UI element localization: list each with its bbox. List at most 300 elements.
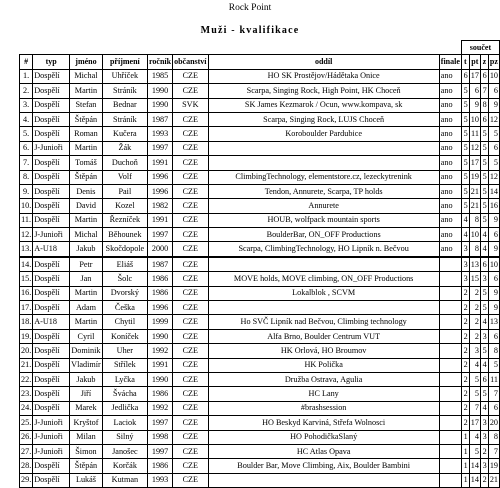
cell-first-name: Štěpán — [70, 112, 103, 126]
cell-birth-year: 1987 — [148, 112, 173, 126]
cell-category: Dospělí — [33, 199, 70, 213]
table-row — [20, 112, 500, 126]
table-row — [20, 257, 500, 272]
cell-first-name: Dominik — [70, 344, 103, 358]
cell-category: J-Junioři — [33, 430, 70, 444]
cell-top-attempts: 19 — [469, 170, 480, 184]
cell-club — [208, 156, 439, 170]
cell-category: Dospělí — [33, 156, 70, 170]
cell-citizenship: CZE — [173, 184, 208, 198]
cell-top-attempts: 17 — [469, 69, 480, 83]
cell-citizenship: SVK — [173, 98, 208, 112]
column-header-row — [20, 55, 500, 69]
cell-top-attempts: 5 — [469, 444, 480, 458]
cell-zones: 4 — [480, 315, 488, 329]
cell-rank: 9. — [20, 184, 33, 198]
table-row — [20, 372, 500, 386]
cell-club: Lokalblok , SCVM — [208, 286, 439, 300]
cell-zones: 4 — [480, 242, 488, 257]
table-row — [20, 473, 500, 487]
cell-club: Scarpa, Singing Rock, High Point, HK Choceň — [208, 84, 439, 98]
cell-last-name: Lyčka — [102, 372, 147, 386]
cell-tops: 2 — [461, 329, 469, 343]
cell-rank: 8. — [20, 170, 33, 184]
cell-zones: 5 — [480, 184, 488, 198]
cell-final — [439, 315, 461, 329]
cell-citizenship: CZE — [173, 257, 208, 272]
cell-zones: 5 — [480, 301, 488, 315]
cell-category: Dospělí — [33, 286, 70, 300]
cell-zone-attempts: 9 — [488, 301, 499, 315]
cell-last-name: Šolc — [102, 272, 147, 286]
cell-zone-attempts: 9 — [488, 98, 499, 112]
cell-category: Dospělí — [33, 358, 70, 372]
cell-citizenship: CZE — [173, 301, 208, 315]
col-header-zone-attempts: pz — [488, 55, 499, 69]
cell-citizenship: CZE — [173, 387, 208, 401]
cell-first-name: Jakub — [70, 372, 103, 386]
cell-zone-attempts: 16 — [488, 199, 499, 213]
table-row — [20, 329, 500, 343]
table-row — [20, 228, 500, 242]
table-row — [20, 141, 500, 155]
cell-zone-attempts: 6 — [488, 401, 499, 415]
cell-top-attempts: 9 — [469, 98, 480, 112]
cell-citizenship: CZE — [173, 286, 208, 300]
cell-top-attempts: 2 — [469, 315, 480, 329]
cell-final: ano — [439, 112, 461, 126]
cell-tops: 2 — [461, 401, 469, 415]
cell-tops: 3 — [461, 257, 469, 272]
cell-birth-year: 1985 — [148, 69, 173, 83]
cell-top-attempts: 10 — [469, 112, 480, 126]
cell-birth-year: 1991 — [148, 358, 173, 372]
cell-final — [439, 473, 461, 487]
cell-birth-year: 1996 — [148, 184, 173, 198]
cell-tops: 2 — [461, 301, 469, 315]
cell-citizenship: CZE — [173, 315, 208, 329]
cell-last-name: Chytil — [102, 315, 147, 329]
cell-citizenship: CZE — [173, 444, 208, 458]
cell-rank: 17. — [20, 301, 33, 315]
cell-last-name: Kučera — [102, 127, 147, 141]
cell-top-attempts: 4 — [469, 430, 480, 444]
table-row — [20, 170, 500, 184]
cell-tops: 5 — [461, 156, 469, 170]
cell-rank: 14. — [20, 257, 33, 272]
cell-rank: 23. — [20, 387, 33, 401]
cell-zones: 6 — [480, 112, 488, 126]
cell-tops: 1 — [461, 444, 469, 458]
col-header-final: finale — [439, 55, 461, 69]
cell-first-name: Martin — [70, 213, 103, 227]
cell-birth-year: 1987 — [148, 257, 173, 272]
cell-rank: 3. — [20, 98, 33, 112]
cell-category: Dospělí — [33, 98, 70, 112]
cell-zones: 5 — [480, 286, 488, 300]
cell-club: #brashsession — [208, 401, 439, 415]
cell-citizenship: CZE — [173, 213, 208, 227]
cell-rank: 18. — [20, 315, 33, 329]
cell-tops: 2 — [461, 286, 469, 300]
cell-birth-year: 1982 — [148, 199, 173, 213]
table-row — [20, 184, 500, 198]
cell-zone-attempts: 10 — [488, 69, 499, 83]
cell-rank: 20. — [20, 344, 33, 358]
cell-final: ano — [439, 69, 461, 83]
table-row — [20, 127, 500, 141]
cell-birth-year: 1997 — [148, 141, 173, 155]
cell-birth-year: 1997 — [148, 416, 173, 430]
cell-last-name: Silný — [102, 430, 147, 444]
cell-top-attempts: 3 — [469, 344, 480, 358]
results-body — [20, 69, 500, 487]
cell-final: ano — [439, 141, 461, 155]
cell-rank: 11. — [20, 213, 33, 227]
cell-zone-attempts: 9 — [488, 242, 499, 257]
table-row — [20, 344, 500, 358]
cell-tops: 5 — [461, 84, 469, 98]
cell-citizenship: CZE — [173, 228, 208, 242]
cell-final: ano — [439, 84, 461, 98]
organizer-title: Rock Point — [228, 3, 272, 13]
cell-zones: 6 — [480, 69, 488, 83]
cell-first-name: Štěpán — [70, 459, 103, 473]
cell-zone-attempts: 5 — [488, 358, 499, 372]
cell-category: J-Junioři — [33, 444, 70, 458]
cell-final — [439, 401, 461, 415]
cell-last-name: Jedlička — [102, 401, 147, 415]
table-row — [20, 315, 500, 329]
cell-citizenship: CZE — [173, 430, 208, 444]
cell-first-name: Martin — [70, 84, 103, 98]
cell-birth-year: 1992 — [148, 344, 173, 358]
cell-citizenship: CZE — [173, 344, 208, 358]
cell-first-name: Adam — [70, 301, 103, 315]
cell-last-name: Pail — [102, 184, 147, 198]
cell-rank: 1. — [20, 69, 33, 83]
cell-first-name: David — [70, 199, 103, 213]
col-header-last-name: příjmení — [102, 55, 147, 69]
cell-citizenship: CZE — [173, 156, 208, 170]
cell-category: Dospělí — [33, 387, 70, 401]
table-row — [20, 387, 500, 401]
cell-rank: 5. — [20, 127, 33, 141]
cell-top-attempts: 5 — [469, 372, 480, 386]
cell-zones: 5 — [480, 199, 488, 213]
cell-rank: 21. — [20, 358, 33, 372]
cell-last-name: Eliáš — [102, 257, 147, 272]
cell-last-name: Žák — [102, 141, 147, 155]
cell-first-name: Cyril — [70, 329, 103, 343]
cell-club: BoulderBar, ON_OFF Productions — [208, 228, 439, 242]
cell-final: ano — [439, 156, 461, 170]
cell-club: HC Lany — [208, 387, 439, 401]
cell-tops: 2 — [461, 344, 469, 358]
cell-birth-year: 1986 — [148, 286, 173, 300]
cell-category: Dospělí — [33, 213, 70, 227]
cell-citizenship: CZE — [173, 170, 208, 184]
cell-tops: 4 — [461, 228, 469, 242]
cell-club — [208, 257, 439, 272]
cell-zone-attempts: 9 — [488, 286, 499, 300]
cell-zones: 5 — [480, 170, 488, 184]
cell-birth-year: 1996 — [148, 170, 173, 184]
cell-rank: 27. — [20, 444, 33, 458]
cell-tops: 2 — [461, 315, 469, 329]
cell-top-attempts: 4 — [469, 358, 480, 372]
cell-zone-attempts: 6 — [488, 228, 499, 242]
cell-final: ano — [439, 98, 461, 112]
cell-club: Boulder Bar, Move Climbing, Aix, Boulder Bambini — [208, 459, 439, 473]
cell-zones: 5 — [480, 387, 488, 401]
cell-birth-year: 1990 — [148, 329, 173, 343]
cell-first-name: Kryštof — [70, 416, 103, 430]
results-title: Muži - kvalifikace — [200, 25, 300, 36]
cell-citizenship: CZE — [173, 242, 208, 257]
cell-category: Dospělí — [33, 84, 70, 98]
cell-category: Dospělí — [33, 112, 70, 126]
col-header-first-name: jméno — [70, 55, 103, 69]
cell-zone-attempts: 6 — [488, 141, 499, 155]
cell-citizenship: CZE — [173, 473, 208, 487]
cell-first-name: Stefan — [70, 98, 103, 112]
table-row — [20, 213, 500, 227]
cell-top-attempts: 10 — [469, 228, 480, 242]
cell-top-attempts: 13 — [469, 257, 480, 272]
cell-rank: 29. — [20, 473, 33, 487]
cell-zone-attempts: 6 — [488, 84, 499, 98]
cell-birth-year: 1997 — [148, 444, 173, 458]
col-header-category: typ — [33, 55, 70, 69]
cell-club: MOVE holds, MOVE climbing, ON_OFF Productions — [208, 272, 439, 286]
cell-zone-attempts: 10 — [488, 257, 499, 272]
cell-category: Dospělí — [33, 459, 70, 473]
cell-last-name: Běhounek — [102, 228, 147, 242]
cell-category: Dospělí — [33, 329, 70, 343]
table-row — [20, 430, 500, 444]
cell-tops: 2 — [461, 358, 469, 372]
cell-club: Koroboulder Pardubice — [208, 127, 439, 141]
cell-birth-year: 1986 — [148, 387, 173, 401]
cell-rank: 13. — [20, 242, 33, 257]
cell-first-name: Vladimír — [70, 358, 103, 372]
cell-zone-attempts: 6 — [488, 272, 499, 286]
cell-citizenship: CZE — [173, 459, 208, 473]
cell-zones: 6 — [480, 372, 488, 386]
cell-top-attempts: 14 — [469, 459, 480, 473]
cell-zones: 3 — [480, 272, 488, 286]
cell-rank: 16. — [20, 286, 33, 300]
table-row — [20, 401, 500, 415]
cell-top-attempts: 21 — [469, 184, 480, 198]
cell-final: ano — [439, 127, 461, 141]
cell-last-name: Korčák — [102, 459, 147, 473]
cell-category: J-Junioři — [33, 228, 70, 242]
cell-top-attempts: 17 — [469, 156, 480, 170]
cell-final — [439, 444, 461, 458]
col-header-zones: z — [480, 55, 488, 69]
cell-birth-year: 1996 — [148, 301, 173, 315]
cell-final: ano — [439, 242, 461, 257]
table-row — [20, 416, 500, 430]
cell-first-name: Lukáš — [70, 473, 103, 487]
table-row — [20, 272, 500, 286]
cell-club: HK Orlová, HO Broumov — [208, 344, 439, 358]
cell-club — [208, 301, 439, 315]
cell-zones: 2 — [480, 444, 488, 458]
cell-final: ano — [439, 170, 461, 184]
cell-last-name: Laciok — [102, 416, 147, 430]
cell-category: Dospělí — [33, 401, 70, 415]
cell-final — [439, 372, 461, 386]
cell-club: Scarpa, Singing Rock, LUJS Choceň — [208, 112, 439, 126]
cell-zones: 2 — [480, 473, 488, 487]
cell-final: ano — [439, 184, 461, 198]
cell-birth-year: 1993 — [148, 127, 173, 141]
cell-first-name: Martin — [70, 315, 103, 329]
cell-top-attempts: 15 — [469, 272, 480, 286]
cell-zones: 4 — [480, 401, 488, 415]
cell-zone-attempts: 11 — [488, 372, 499, 386]
table-row — [20, 286, 500, 300]
cell-top-attempts: 2 — [469, 301, 480, 315]
cell-final — [439, 358, 461, 372]
cell-birth-year: 2000 — [148, 242, 173, 257]
cell-birth-year: 1999 — [148, 315, 173, 329]
cell-club: HO Beskyd Karviná, Střefa Wolnosci — [208, 416, 439, 430]
cell-rank: 25. — [20, 416, 33, 430]
cell-zones: 6 — [480, 257, 488, 272]
cell-tops: 1 — [461, 473, 469, 487]
cell-category: J-Junioři — [33, 416, 70, 430]
cell-club: Družba Ostrava, Agulia — [208, 372, 439, 386]
cell-club: HOUB, wolfpack mountain sports — [208, 213, 439, 227]
cell-first-name: Martin — [70, 286, 103, 300]
cell-first-name: Jiří — [70, 387, 103, 401]
cell-zone-attempts: 14 — [488, 184, 499, 198]
cell-top-attempts: 6 — [469, 84, 480, 98]
table-row — [20, 156, 500, 170]
cell-tops: 5 — [461, 184, 469, 198]
cell-first-name: Denis — [70, 184, 103, 198]
cell-category: Dospělí — [33, 344, 70, 358]
cell-final: ano — [439, 199, 461, 213]
cell-zones: 7 — [480, 84, 488, 98]
cell-last-name: Volf — [102, 170, 147, 184]
cell-top-attempts: 2 — [469, 329, 480, 343]
cell-club: Alfa Brno, Boulder Centrum VUT — [208, 329, 439, 343]
cell-final — [439, 416, 461, 430]
cell-club: Annurete — [208, 199, 439, 213]
cell-tops: 5 — [461, 127, 469, 141]
cell-first-name: Jakub — [70, 242, 103, 257]
table-row — [20, 444, 500, 458]
cell-birth-year: 1997 — [148, 228, 173, 242]
cell-last-name: Bednar — [102, 98, 147, 112]
cell-tops: 2 — [461, 416, 469, 430]
cell-rank: 12. — [20, 228, 33, 242]
cell-top-attempts: 7 — [469, 401, 480, 415]
col-header-top-attempts: pt — [469, 55, 480, 69]
cell-first-name: Milan — [70, 430, 103, 444]
cell-top-attempts: 14 — [469, 473, 480, 487]
cell-top-attempts: 11 — [469, 127, 480, 141]
cell-rank: 19. — [20, 329, 33, 343]
col-header-tops: t — [461, 55, 469, 69]
cell-tops: 1 — [461, 430, 469, 444]
cell-rank: 10. — [20, 199, 33, 213]
cell-last-name: Kozel — [102, 199, 147, 213]
cell-zone-attempts: 8 — [488, 344, 499, 358]
cell-zone-attempts: 12 — [488, 170, 499, 184]
cell-rank: 26. — [20, 430, 33, 444]
cell-top-attempts: 8 — [469, 242, 480, 257]
cell-final: ano — [439, 228, 461, 242]
cell-last-name: Kutman — [102, 473, 147, 487]
cell-club: Scarpa, ClimbingTechnology, HO Lipník n. Bečvou — [208, 242, 439, 257]
cell-last-name: Řezníček — [102, 213, 147, 227]
cell-zones: 8 — [480, 98, 488, 112]
cell-birth-year: 1991 — [148, 213, 173, 227]
cell-zone-attempts: 21 — [488, 473, 499, 487]
cell-category: Dospělí — [33, 127, 70, 141]
cell-citizenship: CZE — [173, 199, 208, 213]
cell-zones: 5 — [480, 213, 488, 227]
cell-birth-year: 1998 — [148, 430, 173, 444]
cell-first-name: Tomáš — [70, 156, 103, 170]
cell-birth-year: 1990 — [148, 98, 173, 112]
cell-rank: 15. — [20, 272, 33, 286]
cell-final — [439, 430, 461, 444]
cell-zones: 3 — [480, 459, 488, 473]
cell-first-name: Michal — [70, 228, 103, 242]
cell-first-name: Martin — [70, 141, 103, 155]
cell-citizenship: CZE — [173, 329, 208, 343]
cell-final — [439, 286, 461, 300]
cell-zone-attempts: 5 — [488, 127, 499, 141]
cell-first-name: Štěpán — [70, 170, 103, 184]
cell-citizenship: CZE — [173, 272, 208, 286]
cell-rank: 6. — [20, 141, 33, 155]
col-header-rank: # — [20, 55, 33, 69]
cell-last-name: Janošec — [102, 444, 147, 458]
cell-first-name: Jan — [70, 272, 103, 286]
cell-category: Dospělí — [33, 372, 70, 386]
cell-tops: 3 — [461, 272, 469, 286]
cell-last-name: Střílek — [102, 358, 147, 372]
sum-header-row — [20, 41, 500, 55]
cell-club: HK Polička — [208, 358, 439, 372]
cell-tops: 3 — [461, 242, 469, 257]
cell-last-name: Švácha — [102, 387, 147, 401]
cell-zones: 3 — [480, 430, 488, 444]
cell-club: HO SK Prostějov/Hádětaka Onice — [208, 69, 439, 83]
cell-tops: 2 — [461, 372, 469, 386]
col-header-citizenship: občanství — [173, 55, 208, 69]
table-row — [20, 69, 500, 83]
cell-tops: 5 — [461, 141, 469, 155]
cell-category: Dospělí — [33, 301, 70, 315]
cell-final — [439, 459, 461, 473]
cell-last-name: Uhříček — [102, 69, 147, 83]
cell-tops: 5 — [461, 199, 469, 213]
cell-first-name: Michal — [70, 69, 103, 83]
cell-final — [439, 301, 461, 315]
cell-first-name: Petr — [70, 257, 103, 272]
cell-club: Ho SVČ Lipník nad Bečvou, Climbing technology — [208, 315, 439, 329]
cell-zones: 4 — [480, 358, 488, 372]
